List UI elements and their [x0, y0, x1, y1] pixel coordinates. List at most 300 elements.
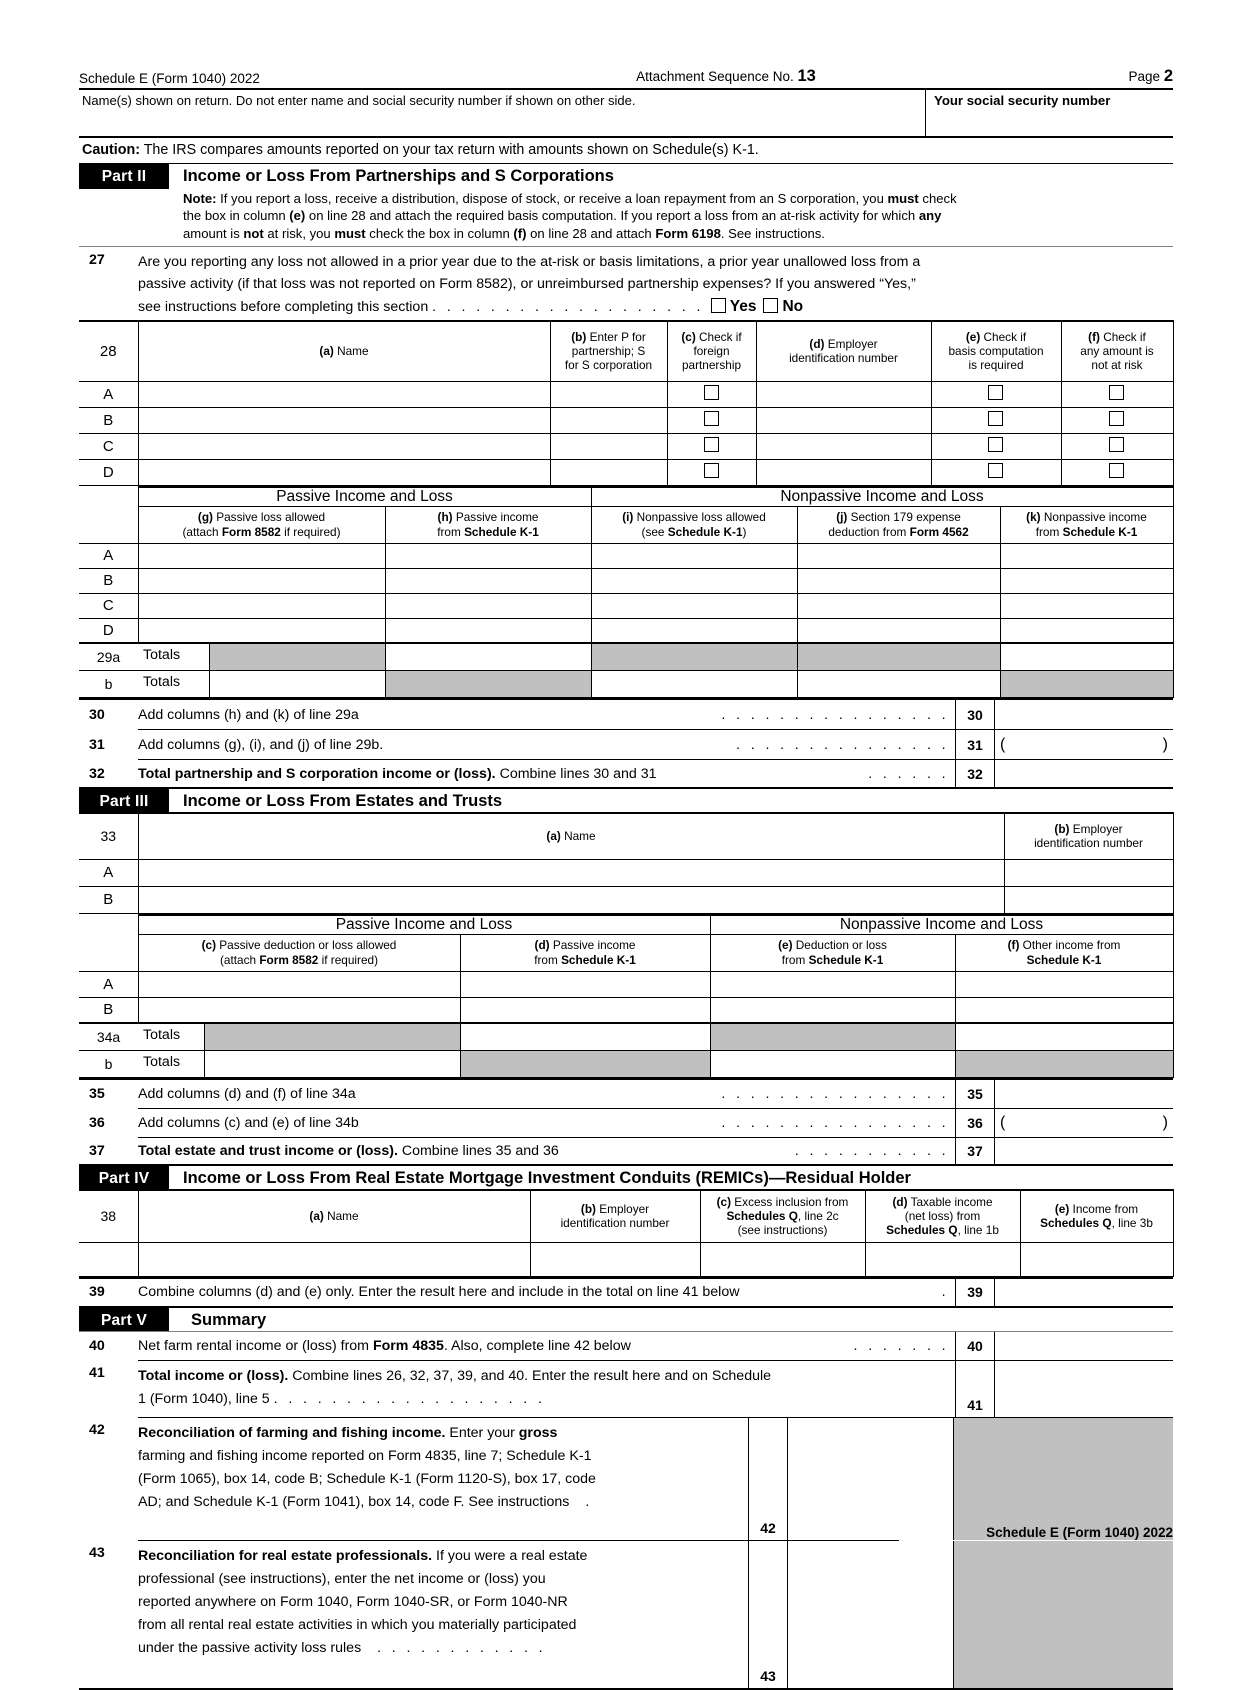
cell-34a-e — [710, 1023, 955, 1051]
cell-29b-h — [385, 671, 591, 698]
name-field-label: Name(s) shown on return. Do not enter name and social security number if shown on other side. — [82, 93, 636, 108]
totals-word: Totals — [143, 647, 181, 664]
cell-34b-d — [460, 1051, 710, 1078]
line-37-bold-text: Total estate and trust income or (loss). — [138, 1143, 398, 1160]
cell-c-ein[interactable] — [756, 433, 931, 459]
cell-b-h[interactable] — [385, 568, 591, 593]
cell-d-g[interactable] — [138, 618, 385, 643]
line-41-text-1: Combine lines 26, 32, 37, 39, and 40. Enter the result here and on Schedule — [288, 1367, 772, 1384]
col-b-header — [550, 321, 667, 381]
part4-title: Income or Loss From Real Estate Mortgage Investment Conduits (REMICs)—Residual Holder — [183, 1169, 911, 1188]
col-c-l2post: if required) — [318, 952, 379, 967]
note-text-3h: Form 6198 — [655, 225, 721, 241]
line-27-yes-checkbox[interactable] — [711, 298, 726, 313]
cell-c-i[interactable] — [591, 593, 797, 618]
col-e-l2: basis computation — [948, 344, 1044, 359]
line-40-number: 40 — [89, 1337, 105, 1354]
col-d-l1: Taxable income — [907, 1195, 993, 1210]
col-d-header — [865, 1190, 1020, 1242]
totals-word: Totals — [143, 1027, 181, 1044]
col-e-tag: (e) — [965, 330, 981, 345]
cell-c-name[interactable] — [138, 433, 550, 459]
col-a-label: Name — [560, 829, 596, 844]
col-e-l2pre: from — [781, 952, 809, 967]
cell-d-h[interactable] — [385, 618, 591, 643]
basis-computation-checkbox[interactable] — [988, 463, 1003, 478]
subheader-row — [79, 506, 1173, 543]
table-row — [79, 568, 1173, 593]
line-27 — [79, 247, 1173, 320]
cell-a-ein[interactable] — [756, 381, 931, 407]
cell-a-type[interactable] — [550, 381, 667, 407]
foreign-partnership-checkbox[interactable] — [704, 463, 719, 478]
cell-a-i[interactable] — [591, 543, 797, 568]
cell-d-atrisk[interactable] — [1061, 459, 1173, 485]
col-a-label: Name — [323, 1209, 359, 1224]
line-36-dots: . . . . . . . . . . . . . . . . — [721, 1115, 949, 1132]
col-d-header — [756, 321, 931, 381]
col-d-l3post: , line 1b — [957, 1223, 999, 1238]
line-34b-number: b — [79, 1051, 138, 1078]
line-41-amount[interactable] — [995, 1361, 1173, 1417]
line-30-amount[interactable] — [995, 700, 1173, 729]
line-43 — [79, 1541, 1173, 1688]
cell-34b-e[interactable] — [710, 1051, 955, 1078]
col-e-l1: Income from — [1069, 1202, 1139, 1217]
line-37-number: 37 — [89, 1143, 105, 1160]
spacer — [79, 915, 138, 935]
line-30-dots: . . . . . . . . . . . . . . . . — [721, 706, 949, 723]
cell-b-type[interactable] — [550, 407, 667, 433]
form-footer: Schedule E (Form 1040) 2022 — [986, 1525, 1173, 1540]
line-29-table — [79, 486, 1174, 699]
cell-c-atrisk[interactable] — [1061, 433, 1173, 459]
line-27-number: 27 — [89, 252, 105, 269]
line-41-number: 41 — [89, 1364, 105, 1381]
name-field[interactable] — [79, 90, 925, 136]
col-e-header — [931, 321, 1061, 381]
line-43-number: 43 — [89, 1544, 105, 1561]
ssn-field[interactable] — [925, 90, 1173, 136]
line-35 — [79, 1080, 1173, 1108]
line-31-text: Add columns (g), (i), and (j) of line 29b. — [138, 736, 384, 753]
cell-b-e[interactable] — [710, 997, 955, 1023]
line-36-amount[interactable] — [995, 1109, 1173, 1137]
col-d-tag: (d) — [534, 938, 550, 953]
col-d-l2bold: Schedule K-1 — [561, 952, 636, 967]
line-35-box-label: 35 — [955, 1080, 995, 1108]
cell-29b-i[interactable] — [591, 671, 797, 698]
line-32-number: 32 — [89, 765, 105, 782]
cell-d-type[interactable] — [550, 459, 667, 485]
col-j-l2bold: Form 4562 — [909, 524, 969, 539]
cell-a-h[interactable] — [385, 543, 591, 568]
col-b-l3: for S corporation — [564, 358, 653, 373]
line-35-amount[interactable] — [995, 1080, 1173, 1108]
note-text-1b: must — [887, 191, 919, 206]
cell-29a-i — [591, 643, 797, 671]
cell-b-f[interactable] — [955, 997, 1173, 1023]
form-title: Schedule E (Form 1040) 2022 — [79, 71, 260, 86]
col-e-tag: (e) — [1054, 1202, 1070, 1217]
caution-text: The IRS compares amounts reported on your tax return with amounts shown on Schedule(s) K-1. — [139, 142, 759, 158]
cell-c-g[interactable] — [138, 593, 385, 618]
col-d-header — [460, 934, 710, 971]
col-e-l2bold: Schedules Q — [1040, 1216, 1112, 1231]
line-30 — [79, 700, 1173, 729]
line-29a-number: 29a — [79, 643, 138, 671]
cell-d-k[interactable] — [1000, 618, 1173, 643]
cell-29a-k[interactable] — [1000, 643, 1173, 671]
cell-b-d[interactable] — [460, 997, 710, 1023]
cell-d-ein[interactable] — [756, 459, 931, 485]
col-c-l1: Check if — [695, 330, 742, 345]
line-27-text-3: see instructions before completing this section — [138, 298, 429, 315]
line-27-dots: . . . . . . . . . . . . . . . . . . . — [432, 298, 704, 315]
line-43-text-3: reported anywhere on Form 1040, Form 1040-SR, or Form 1040-NR — [138, 1593, 568, 1610]
line-42-text-2: farming and fishing income reported on Form 4835, line 7; Schedule K-1 — [138, 1447, 592, 1464]
line-31-amount[interactable] — [995, 730, 1173, 759]
line-42-text-3: (Form 1065), box 14, code B; Schedule K-1 (Form 1120-S), box 17, code — [138, 1470, 596, 1487]
note-text-2d: any — [918, 208, 942, 224]
cell-34a-d[interactable] — [460, 1023, 710, 1051]
col-g-l2bold: Form 8582 — [221, 524, 281, 539]
table-row — [79, 1242, 1173, 1276]
col-d-l2: (net loss) from — [904, 1209, 981, 1224]
cell-a-k[interactable] — [1000, 543, 1173, 568]
part2-title: Income or Loss From Partnerships and S Corporations — [183, 167, 614, 185]
table-row — [79, 381, 1173, 407]
page-label: Page — [1128, 69, 1161, 84]
subheader-row — [79, 934, 1173, 971]
line-32-box-label: 32 — [955, 760, 995, 787]
line-28-table — [79, 320, 1174, 486]
col-d-tag: (d) — [892, 1195, 908, 1210]
part3-banner — [79, 787, 1173, 812]
line-37-box-label: 37 — [955, 1138, 995, 1164]
col-e-header — [1020, 1190, 1173, 1242]
line-43-box-label: 43 — [748, 1541, 788, 1688]
cell-38-c[interactable] — [700, 1242, 865, 1276]
cell-c-j[interactable] — [797, 593, 1000, 618]
col-h-l2bold: Schedule K-1 — [464, 524, 539, 539]
cell-c-type[interactable] — [550, 433, 667, 459]
line-42-bold-2: gross — [518, 1424, 558, 1441]
line-32-text: Combine lines 30 and 31 — [495, 765, 657, 782]
col-d-l1: Employer — [824, 337, 878, 352]
col-k-l1: Nonpassive income — [1040, 510, 1147, 525]
cell-38-name[interactable] — [138, 1242, 530, 1276]
note-text-1c: check — [918, 191, 957, 206]
nonpassive-section-title: Nonpassive Income and Loss — [710, 915, 1173, 935]
cell-38-e[interactable] — [1020, 1242, 1173, 1276]
page-number: 2 — [1163, 67, 1173, 85]
col-c-tag: (c) — [681, 330, 696, 345]
col-g-l2post: if required) — [280, 524, 341, 539]
line-27-no-label: No — [782, 297, 804, 315]
col-k-tag: (k) — [1026, 510, 1041, 525]
line-27-text-1: Are you reporting any loss not allowed in a prior year due to the at-risk or basis limitations, a prior year unallowed loss from a — [138, 254, 921, 271]
form-page — [79, 0, 1173, 1684]
col-f-tag: (f) — [1088, 330, 1100, 345]
cell-29a-h[interactable] — [385, 643, 591, 671]
part5-label: Part V — [79, 1308, 169, 1331]
col-c-tag: (c) — [716, 1195, 732, 1210]
not-at-risk-checkbox[interactable] — [1109, 411, 1124, 426]
part3-label: Part III — [79, 789, 169, 812]
col-e-l1: Check if — [980, 330, 1027, 345]
col-c-l2bold: Schedules Q — [726, 1209, 798, 1224]
note-text-3c: at risk, you — [263, 225, 335, 241]
cell-d-j[interactable] — [797, 618, 1000, 643]
line-34-table — [79, 914, 1174, 1079]
cell-29a-j — [797, 643, 1000, 671]
col-f-l3: not at risk — [1091, 358, 1143, 373]
col-a-tag: (a) — [309, 1209, 324, 1224]
cell-38-d[interactable] — [865, 1242, 1020, 1276]
line-35-text: Add columns (d) and (f) of line 34a — [138, 1086, 356, 1103]
row-label-a: A — [79, 971, 138, 997]
col-c-l3: partnership — [681, 358, 742, 373]
table-row — [79, 886, 1173, 913]
line-31-number: 31 — [89, 736, 105, 753]
cell-b-basis[interactable] — [931, 407, 1061, 433]
cell-b-i[interactable] — [591, 568, 797, 593]
table-row — [79, 971, 1173, 997]
totals-word: Totals — [143, 674, 181, 691]
line-27-no-checkbox[interactable] — [763, 298, 778, 313]
line-36-paren-close: ) — [1162, 1114, 1168, 1132]
line-42-box-label: 42 — [748, 1418, 788, 1540]
col-g-l2pre: (attach — [182, 524, 222, 539]
cell-d-foreign[interactable] — [667, 459, 756, 485]
row-label-a: A — [79, 381, 138, 407]
row-label-b: B — [79, 407, 138, 433]
line-29a-totals-label — [138, 643, 385, 671]
part4-label: Part IV — [79, 1166, 169, 1189]
note-text-3i: . See instructions. — [720, 225, 825, 241]
caution-note — [79, 138, 1173, 163]
line-36-box-label: 36 — [955, 1109, 995, 1137]
col-f-l1: Other income from — [1019, 938, 1121, 953]
cell-d-basis[interactable] — [931, 459, 1061, 485]
col-k-header — [1000, 506, 1173, 543]
col-g-tag: (g) — [197, 510, 213, 525]
basis-computation-checkbox[interactable] — [988, 385, 1003, 400]
cell-b-ein[interactable] — [756, 407, 931, 433]
foreign-partnership-checkbox[interactable] — [704, 385, 719, 400]
col-d-l2: identification number — [789, 351, 898, 366]
table-row — [79, 997, 1173, 1023]
table-row — [79, 433, 1173, 459]
cell-a-name[interactable] — [138, 381, 550, 407]
cell-34b-f — [955, 1051, 1173, 1078]
cell-b-name[interactable] — [138, 886, 1004, 913]
line-38-header-row — [79, 1190, 1173, 1242]
line-29b-totals-label — [138, 671, 385, 698]
cell-29b-j[interactable] — [797, 671, 1000, 698]
basis-computation-checkbox[interactable] — [988, 411, 1003, 426]
cell-d-name[interactable] — [138, 459, 550, 485]
col-c-l2: foreign — [693, 344, 730, 359]
part3-title: Income or Loss From Estates and Trusts — [183, 792, 503, 811]
row-label-a: A — [79, 859, 138, 886]
line-30-box-label: 30 — [955, 700, 995, 729]
cell-b-atrisk[interactable] — [1061, 407, 1173, 433]
cell-38-ein[interactable] — [530, 1242, 700, 1276]
note-text-2b: (e) — [289, 208, 306, 224]
not-at-risk-checkbox[interactable] — [1109, 385, 1124, 400]
ssn-field-label: Your social security number — [934, 93, 1111, 108]
col-b-tag: (b) — [580, 1202, 596, 1217]
note-text-3b: not — [243, 225, 264, 241]
line-36-paren-open: ( — [1000, 1114, 1006, 1132]
cell-a-ein[interactable] — [1004, 859, 1173, 886]
line-41-bold: Total income or (loss). — [138, 1367, 289, 1384]
col-a-header — [138, 1190, 530, 1242]
cell-a-name[interactable] — [138, 859, 1004, 886]
col-b-l2: identification number — [1034, 836, 1143, 851]
col-i-l2bold: Schedule K-1 — [667, 524, 743, 539]
foreign-partnership-checkbox[interactable] — [704, 437, 719, 452]
basis-computation-checkbox[interactable] — [988, 437, 1003, 452]
cell-b-c[interactable] — [138, 997, 460, 1023]
line-39-dots: . — [941, 1284, 949, 1301]
col-c-header — [138, 934, 460, 971]
cell-b-name[interactable] — [138, 407, 550, 433]
line-39-amount[interactable] — [995, 1279, 1173, 1306]
line-40-box-label: 40 — [955, 1332, 995, 1360]
line-28-number: 28 — [79, 321, 138, 381]
line-43-bold: Reconciliation for real estate professionals. — [138, 1547, 433, 1564]
line-30-number: 30 — [89, 706, 105, 723]
line-38-number: 38 — [79, 1190, 138, 1242]
line-43-text-2: professional (see instructions), enter the net income or (loss) you — [138, 1570, 546, 1587]
col-c-tag: (c) — [201, 938, 217, 953]
col-h-tag: (h) — [437, 510, 453, 525]
foreign-partnership-checkbox[interactable] — [704, 411, 719, 426]
cell-a-atrisk[interactable] — [1061, 381, 1173, 407]
col-a-header — [138, 321, 550, 381]
line-41-dots: . . . . . . . . . . . . . . . . . . . — [273, 1390, 546, 1407]
cell-a-g[interactable] — [138, 543, 385, 568]
note-text-3d: must — [334, 225, 366, 241]
cell-b-foreign[interactable] — [667, 407, 756, 433]
cell-b-j[interactable] — [797, 568, 1000, 593]
col-g-header — [138, 506, 385, 543]
col-c-l1: Excess inclusion from — [731, 1195, 849, 1210]
row-label-b: B — [79, 568, 138, 593]
spacer — [79, 487, 138, 507]
col-c-l2bold: Form 8582 — [259, 952, 319, 967]
line-42-text-1: Enter your — [445, 1424, 519, 1441]
line-37-amount[interactable] — [995, 1138, 1173, 1164]
totals-row-29b — [79, 671, 1173, 698]
cell-a-j[interactable] — [797, 543, 1000, 568]
cell-a-d[interactable] — [460, 971, 710, 997]
col-h-l1: Passive income — [452, 510, 539, 525]
col-d-l3bold: Schedules Q — [886, 1223, 958, 1238]
cell-a-e[interactable] — [710, 971, 955, 997]
not-at-risk-checkbox[interactable] — [1109, 437, 1124, 452]
table-row — [79, 543, 1173, 568]
cell-d-i[interactable] — [591, 618, 797, 643]
col-j-l2pre: deduction from — [828, 524, 910, 539]
cell-b-ein[interactable] — [1004, 886, 1173, 913]
line-43-amount[interactable] — [788, 1541, 954, 1688]
line-40-dots: . . . . . . . — [853, 1337, 949, 1354]
line-40-pre: Net farm rental income or (loss) from — [138, 1337, 373, 1354]
table-row — [79, 459, 1173, 485]
cell-a-f[interactable] — [955, 971, 1173, 997]
row-label-d: D — [79, 459, 138, 485]
page-header — [79, 60, 1173, 88]
line-31 — [79, 730, 1173, 759]
not-at-risk-checkbox[interactable] — [1109, 463, 1124, 478]
line-34a-totals-label — [138, 1023, 460, 1051]
col-k-l2pre: from — [1035, 524, 1063, 539]
cell-b-k[interactable] — [1000, 568, 1173, 593]
col-b-l2: partnership; S — [571, 344, 646, 359]
col-j-header — [797, 506, 1000, 543]
table-row — [79, 407, 1173, 433]
line-40-amount[interactable] — [995, 1332, 1173, 1360]
line-42-text-4: AD; and Schedule K-1 (Form 1041), box 14, code F. See instructions — [138, 1493, 570, 1510]
line-36 — [79, 1109, 1173, 1137]
note-text-3e: check the box in column — [365, 225, 514, 241]
col-e-l2bold: Schedule K-1 — [808, 952, 884, 967]
table-row — [79, 859, 1173, 886]
line-39 — [79, 1279, 1173, 1306]
line-31-dots: . . . . . . . . . . . . . . . — [736, 736, 949, 753]
nonpassive-section-title: Nonpassive Income and Loss — [591, 487, 1173, 507]
col-f-tag: (f) — [1007, 938, 1020, 953]
col-c-l3: (see instructions) — [737, 1223, 828, 1238]
line-27-yes-label: Yes — [729, 297, 757, 315]
line-32-amount[interactable] — [995, 760, 1173, 787]
cell-b-g[interactable] — [138, 568, 385, 593]
line-31-paren-open: ( — [1000, 735, 1006, 753]
cell-34a-f[interactable] — [955, 1023, 1173, 1051]
table-row — [79, 618, 1173, 643]
cell-c-basis[interactable] — [931, 433, 1061, 459]
cell-c-k[interactable] — [1000, 593, 1173, 618]
note-text-1a: If you report a loss, receive a distribution, dispose of stock, or receive a loan repayment from an S corporation, you — [216, 191, 888, 206]
cell-c-foreign[interactable] — [667, 433, 756, 459]
col-k-l2bold: Schedule K-1 — [1062, 524, 1138, 539]
cell-a-basis[interactable] — [931, 381, 1061, 407]
line-27-text-2: passive activity (if that loss was not reported on Form 8582), or unreimbursed partnership expenses? If you answered “Yes,” — [138, 275, 916, 292]
table-row — [79, 593, 1173, 618]
line-42-amount[interactable] — [788, 1418, 954, 1540]
spacer — [79, 506, 138, 543]
line-40-bold: Form 4835 — [372, 1337, 444, 1354]
col-c-header — [667, 321, 756, 381]
col-b-l1: Enter P for — [586, 330, 646, 345]
cell-c-h[interactable] — [385, 593, 591, 618]
totals-word: Totals — [143, 1054, 181, 1071]
col-c-header — [700, 1190, 865, 1242]
row-label-b: B — [79, 997, 138, 1023]
line-42-shaded-area — [954, 1418, 1173, 1540]
cell-a-foreign[interactable] — [667, 381, 756, 407]
col-e-tag: (e) — [778, 938, 793, 953]
row-label-a: A — [79, 543, 138, 568]
col-j-tag: (j) — [836, 510, 848, 525]
line-41 — [79, 1361, 1173, 1417]
line-42-dots: . — [585, 1493, 593, 1510]
cell-a-c[interactable] — [138, 971, 460, 997]
